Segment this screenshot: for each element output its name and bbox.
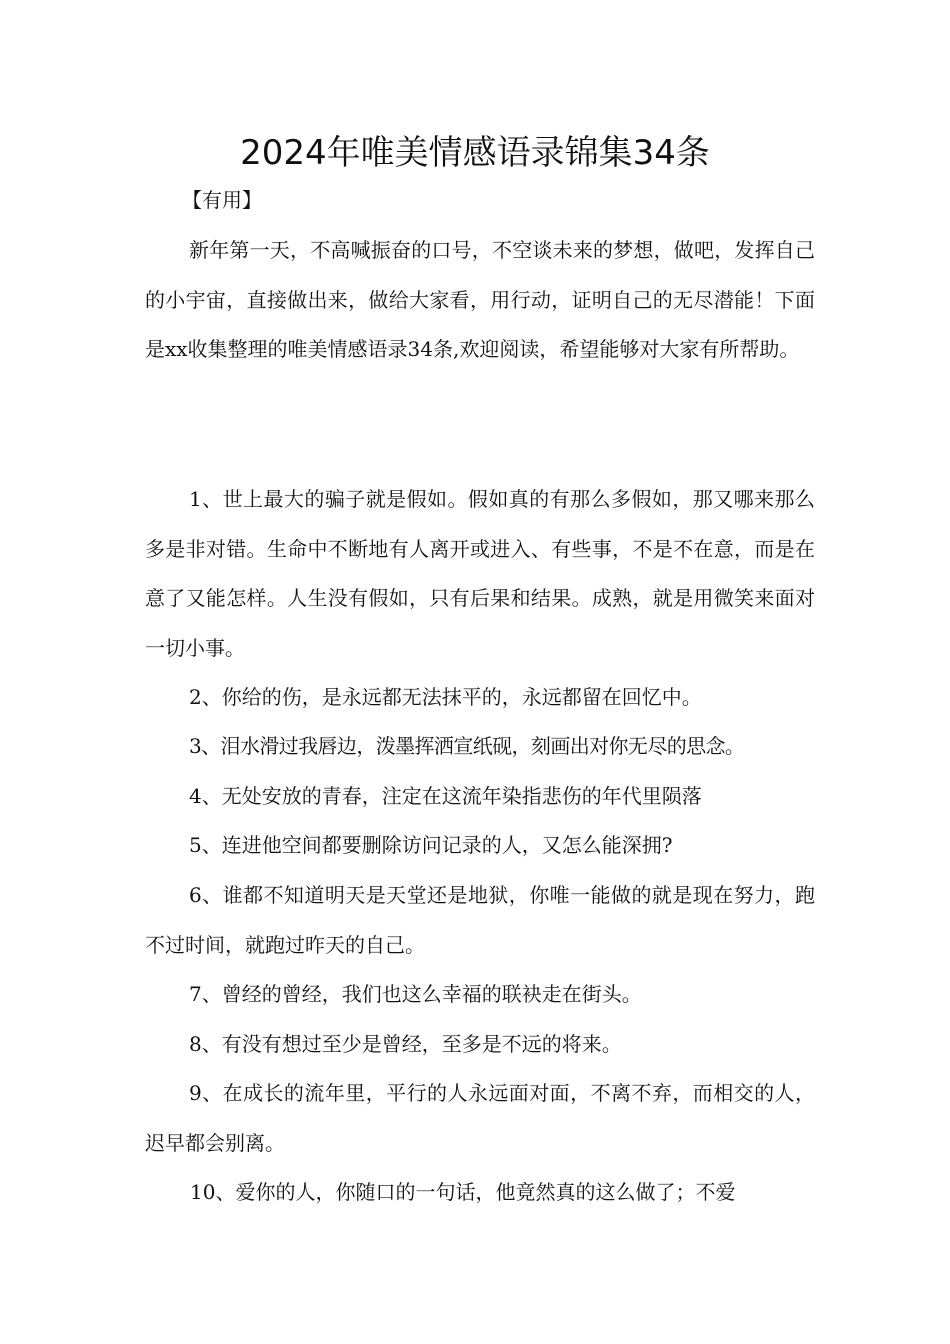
quote-item-5: 5、连进他空间都要删除访问记录的人，又怎么能深拥?	[189, 833, 673, 857]
document-tag: 【有用】	[182, 188, 262, 212]
quote-item-3: 3、泪水滑过我唇边，泼墨挥洒宣纸砚，刻画出对你无尽的思念。	[189, 734, 745, 758]
quote-item-4: 4、无处安放的青春，注定在这流年染指悲伤的年代里陨落	[189, 784, 702, 808]
quote-item-6: 6、谁都不知道明天是天堂还是地狱，你唯一能做的就是现在努力，跑不过时间，就跑过昨天的自己。	[145, 883, 815, 957]
quote-item-7: 7、曾经的曾经，我们也这么幸福的联袂走在街头。	[189, 982, 642, 1006]
quote-item-8: 8、有没有想过至少是曾经，至多是不远的将来。	[189, 1032, 622, 1056]
document-title: 2024年唯美情感语录锦集34条	[240, 133, 710, 173]
quote-item-9: 9、在成长的流年里，平行的人永远面对面，不离不弃，而相交的人，迟早都会别离。	[145, 1081, 815, 1155]
quote-item-2: 2、你给的伤，是永远都无法抹平的，永远都留在回忆中。	[189, 685, 702, 709]
quote-item-10: 10、爱你的人，你随口的一句话，他竟然真的这么做了；不爱	[190, 1180, 736, 1204]
quote-item-1: 1、世上最大的骗子就是假如。假如真的有那么多假如，那又哪来那么多是非对错。生命中不断地有人离开或进入、有些事，不是不在意，而是在意了又能怎样。人生没有假如，只有后果和结果。成熟，就是用微笑来面对一切小事。	[145, 487, 815, 660]
intro-paragraph: 新年第一天，不高喊振奋的口号，不空谈未来的梦想，做吧，发挥自己的小宇宙，直接做出来，做给大家看，用行动，证明自己的无尽潜能！下面是xx收集整理的唯美情感语录34条,欢迎阅读，希望能够对大家有所帮助。	[145, 238, 815, 361]
